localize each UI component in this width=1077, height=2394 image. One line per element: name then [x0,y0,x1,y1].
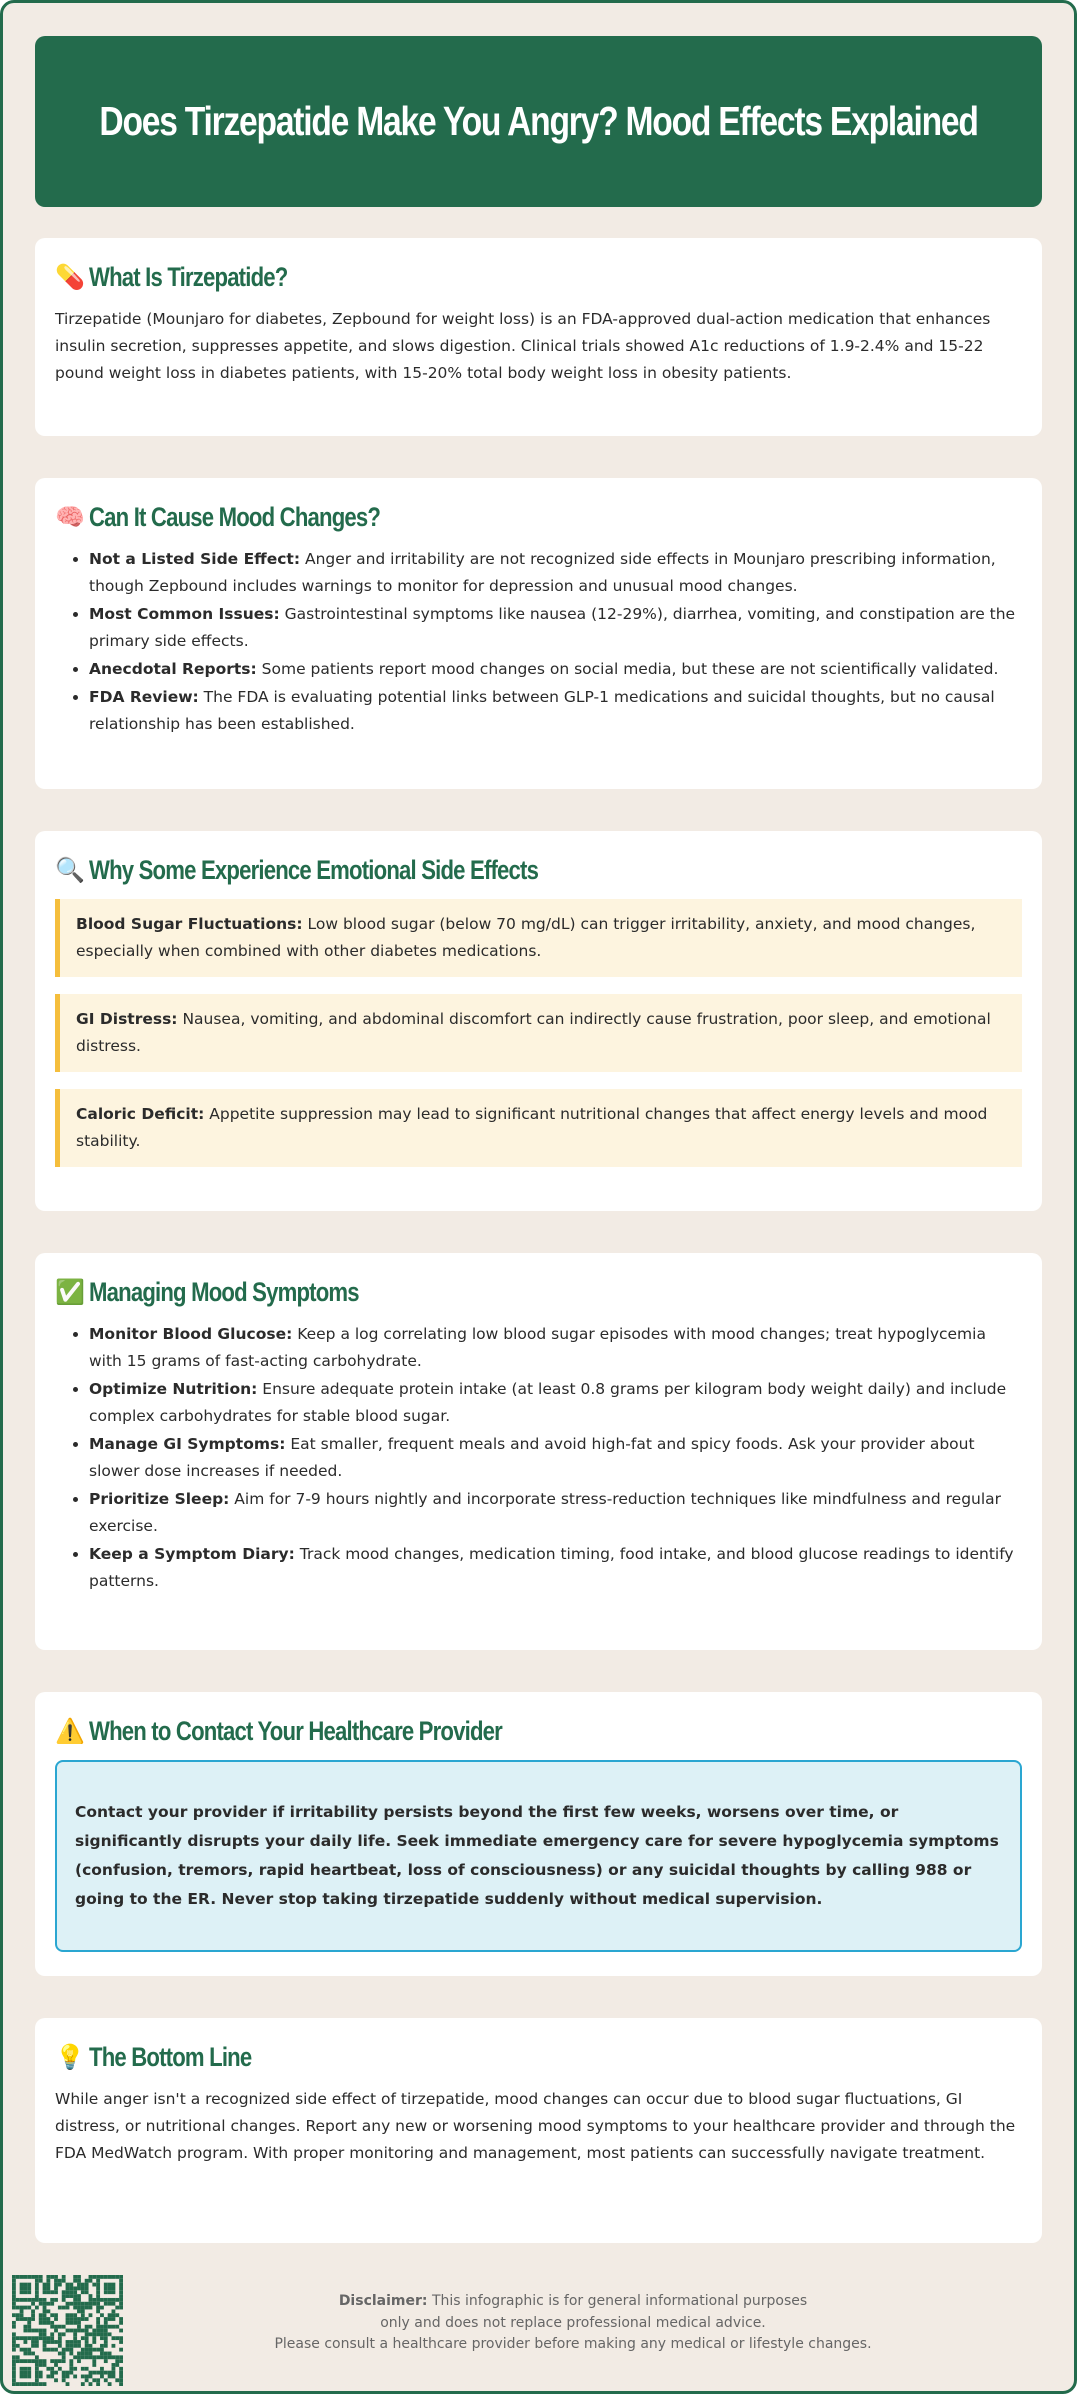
check-icon: ✅ [55,1278,85,1306]
lightbulb-icon: 💡 [55,2043,85,2071]
list-item: • Not a Listed Side Effect: Anger and irritability are not recognized side effects in Mounjaro prescribing information, though Zepbound includes warnings to monitor for depression and unusual mood changes. [89,546,1022,600]
warning-icon: ⚠️ [55,1717,85,1745]
list-item: • Prioritize Sleep: Aim for 7-9 hours nightly and incorporate stress-reduction techniques like mindfulness and regular exercise. [89,1486,1022,1540]
disclaimer: Disclaimer: This infographic is for general informational purposes only and does not replace professional medical advice. Please consult a healthcare provider before making any medical or lifestyle changes. [274,2293,872,2352]
section-heading: Can It Cause Mood Changes? [89,501,381,532]
disclaimer-label: Disclaimer: [338,2293,428,2309]
list-item: • Most Common Issues: Gastrointestinal symptoms like nausea (12-29%), diarrhea, vomiting, and constipation are the primary side effects. [89,601,1022,655]
section-mood-changes [35,478,1042,789]
section-managing [35,1253,1042,1650]
section-heading: What Is Tirzepatide? [89,261,288,292]
list-item: • Manage GI Symptoms: Eat smaller, frequent meals and avoid high-fat and spicy foods. Ask your provider about slower dose increases if needed. [89,1431,1022,1485]
qr-code-icon[interactable] [12,2275,123,2386]
list-item: • Anecdotal Reports: Some patients report mood changes on social media, but these are not scientifically validated. [89,656,1022,683]
list-item: • Monitor Blood Glucose: Keep a log correlating low blood sugar episodes with mood changes; treat hypoglycemia with 15 grams of fast-acting carbohydrate. [89,1321,1022,1375]
title-banner [35,36,1042,207]
section-bottom-line [35,2018,1042,2243]
section-heading: When to Contact Your Healthcare Provider [89,1715,502,1746]
callout-blood-sugar: Blood Sugar Fluctuations: Low blood sugar (below 70 mg/dL) can trigger irritability, anxiety, and mood changes, especially when combined with other diabetes medications. [55,899,1022,977]
magnifier-icon: 🔍 [55,856,85,884]
pill-icon: 💊 [55,263,85,291]
section-text: Tirzepatide (Mounjaro for diabetes, Zepbound for weight loss) is an FDA-approved dual-action medication that enhances insulin secretion, suppresses appetite, and slows digestion. Clinical trials showed A1c reductions of 1.9-2.4% and 15-22 pound weight loss in diabetes patients, with 15-20% total body weight loss in obesity patients. [55,310,991,382]
footer [3,2265,1074,2391]
section-heading: Why Some Experience Emotional Side Effects [89,854,539,885]
section-contact-provider [35,1692,1042,1976]
list-item: • Optimize Nutrition: Ensure adequate protein intake (at least 0.8 grams per kilogram body weight daily) and include complex carbohydrates for stable blood sugar. [89,1376,1022,1430]
section-heading: The Bottom Line [89,2041,252,2072]
page-title: Does Tirzepatide Make You Angry? Mood Effects Explained [99,98,978,144]
alert-box: Contact your provider if irritability persists beyond the first few weeks, worsens over time, or significantly disrupts your daily life. Seek immediate emergency care for severe hypoglycemia symptoms (confusion, tremors, rapid heartbeat, loss of consciousness) or any suicidal thoughts by calling 988 or going to the ER. Never stop taking tirzepatide suddenly without medical supervision. [55,1760,1022,1952]
callout-caloric-deficit: Caloric Deficit: Appetite suppression may lead to significant nutritional changes that affect energy levels and mood stability. [55,1089,1022,1167]
list-item: • Keep a Symptom Diary: Track mood changes, medication timing, food intake, and blood glucose readings to identify patterns. [89,1541,1022,1595]
list-item: • FDA Review: The FDA is evaluating potential links between GLP-1 medications and suicidal thoughts, but no causal relationship has been established. [89,684,1022,738]
section-text: While anger isn't a recognized side effect of tirzepatide, mood changes can occur due to blood sugar fluctuations, GI distress, or nutritional changes. Report any new or worsening mood symptoms to your healthcare provider and through the FDA MedWatch program. With proper monitoring and management, most patients can successfully navigate treatment. [55,2090,1016,2162]
section-heading: Managing Mood Symptoms [89,1276,359,1307]
brain-icon: 🧠 [55,503,85,531]
section-emotional-side-effects [35,831,1042,1211]
section-what-is [35,238,1042,436]
callout-gi-distress: GI Distress: Nausea, vomiting, and abdominal discomfort can indirectly cause frustration, poor sleep, and emotional distress. [55,994,1022,1072]
